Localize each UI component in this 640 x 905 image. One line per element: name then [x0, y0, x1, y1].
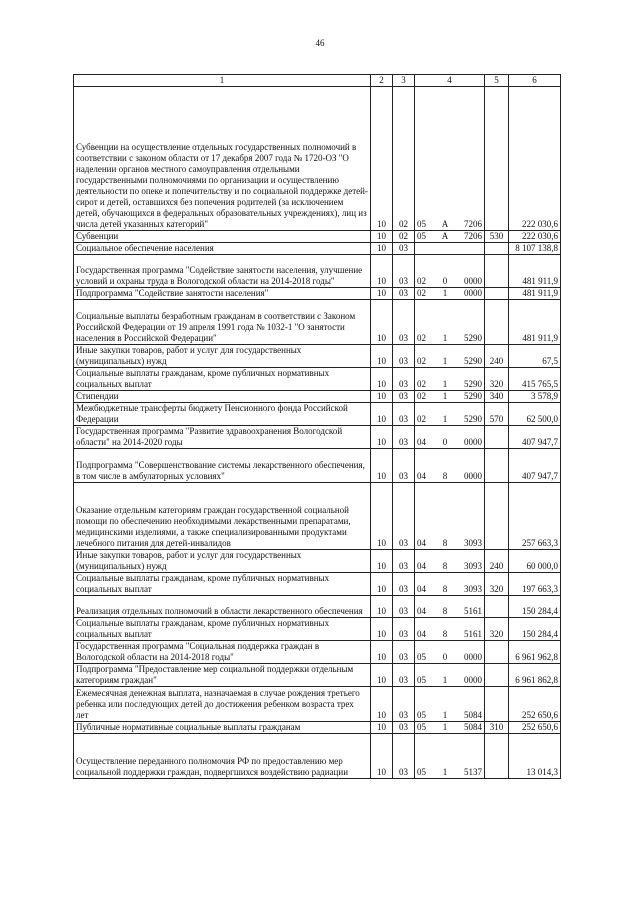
csr-direction: 5161 — [464, 629, 482, 639]
subsection-code: 03 — [393, 426, 415, 449]
subsection-code: 03 — [393, 618, 415, 641]
header-row — [74, 75, 561, 87]
amount: 150 284,4 — [509, 596, 561, 618]
row-name: Государственная программа "Содействие занятости населения, улучшение условий и охраны труда в Вологодской области на 2014-2018 годы" — [74, 255, 371, 288]
csr-program: 02 — [417, 414, 426, 424]
table-row — [74, 345, 561, 368]
expense-type-code — [485, 255, 509, 288]
table-row — [74, 573, 561, 596]
expense-type-code — [485, 449, 509, 483]
target-article-parts — [417, 333, 482, 344]
subsection-code: 03 — [393, 483, 415, 550]
amount: 481 911,9 — [509, 255, 561, 288]
csr-program: 04 — [417, 561, 426, 571]
csr-direction: 0000 — [464, 288, 482, 298]
header-cell: 1 — [74, 75, 371, 87]
table-row — [74, 403, 561, 426]
table-row — [74, 288, 561, 300]
expense-type-code — [485, 426, 509, 449]
amount: 6 961 962,8 — [509, 641, 561, 664]
csr-direction: 5290 — [464, 333, 482, 343]
target-article-parts — [417, 722, 482, 733]
target-article-parts — [417, 584, 482, 595]
amount: 407 947,7 — [509, 449, 561, 483]
target-article-parts — [417, 710, 482, 721]
expense-type-code: 240 — [485, 345, 509, 368]
target-article-code — [415, 618, 485, 641]
csr-subprogram: 1 — [442, 710, 448, 720]
csr-program: 02 — [417, 288, 426, 298]
amount: 6 961 862,8 — [509, 664, 561, 687]
header-cell: 3 — [393, 75, 415, 87]
table-row — [74, 734, 561, 779]
header-cell: 4 — [415, 75, 485, 87]
amount: 8 107 138,8 — [509, 243, 561, 255]
target-article-code — [415, 641, 485, 664]
csr-direction: 0000 — [464, 652, 482, 662]
table-row — [74, 449, 561, 483]
target-article-code — [415, 550, 485, 573]
expense-type-code — [485, 300, 509, 345]
amount: 252 650,6 — [509, 722, 561, 734]
row-name: Реализация отдельных полномочий в области лекарственного обеспечения — [74, 596, 371, 618]
section-code: 10 — [371, 426, 393, 449]
target-article-parts — [417, 356, 482, 367]
csr-subprogram: 1 — [442, 414, 448, 424]
csr-direction: 5290 — [464, 379, 482, 389]
csr-direction: 7206 — [464, 219, 482, 229]
table-row — [74, 618, 561, 641]
row-name: Субвенции — [74, 231, 371, 243]
amount: 252 650,6 — [509, 687, 561, 722]
csr-direction: 7206 — [464, 231, 482, 241]
target-article-code — [415, 483, 485, 550]
section-code: 10 — [371, 255, 393, 288]
amount: 3 578,9 — [509, 391, 561, 403]
csr-subprogram: 0 — [442, 652, 448, 662]
csr-subprogram: 0 — [442, 276, 448, 286]
csr-program: 05 — [417, 710, 426, 720]
section-code: 10 — [371, 403, 393, 426]
target-article-parts — [417, 437, 482, 448]
expense-type-code: 320 — [485, 618, 509, 641]
expense-type-code — [485, 687, 509, 722]
subsection-code: 02 — [393, 87, 415, 231]
subsection-code: 03 — [393, 687, 415, 722]
target-article-code — [415, 345, 485, 368]
row-name: Подпрограмма "Содействие занятости населения" — [74, 288, 371, 300]
section-code: 10 — [371, 596, 393, 618]
amount: 481 911,9 — [509, 300, 561, 345]
target-article-code — [415, 573, 485, 596]
csr-program: 02 — [417, 379, 426, 389]
csr-program: 04 — [417, 437, 426, 447]
table-row — [74, 483, 561, 550]
amount: 257 663,3 — [509, 483, 561, 550]
table-row — [74, 722, 561, 734]
target-article-code — [415, 231, 485, 243]
csr-program: 02 — [417, 333, 426, 343]
csr-subprogram: 1 — [442, 356, 448, 366]
target-article-code — [415, 449, 485, 483]
row-name: Ежемесячная денежная выплата, назначаемая в случае рождения третьего ребенка или последующих детей до достижения ребенком возраста трех лет — [74, 687, 371, 722]
table-row — [74, 255, 561, 288]
section-code: 10 — [371, 618, 393, 641]
csr-subprogram: 1 — [442, 379, 448, 389]
row-name: Государственная программа "Развитие здравоохранения Вологодской области" на 2014-2020 годы — [74, 426, 371, 449]
csr-subprogram: 8 — [442, 584, 448, 594]
csr-direction: 5084 — [464, 710, 482, 720]
csr-program: 04 — [417, 629, 426, 639]
subsection-code: 03 — [393, 300, 415, 345]
amount: 415 765,5 — [509, 368, 561, 391]
subsection-code: 03 — [393, 641, 415, 664]
csr-direction: 0000 — [464, 437, 482, 447]
section-code: 10 — [371, 368, 393, 391]
csr-program: 05 — [417, 722, 426, 732]
expense-type-code — [485, 734, 509, 779]
subsection-code: 03 — [393, 550, 415, 573]
section-code: 10 — [371, 573, 393, 596]
table-row — [74, 641, 561, 664]
subsection-code: 03 — [393, 288, 415, 300]
csr-program: 02 — [417, 276, 426, 286]
section-code: 10 — [371, 345, 393, 368]
csr-direction: 0000 — [464, 276, 482, 286]
target-article-parts — [417, 471, 482, 482]
amount: 13 014,3 — [509, 734, 561, 779]
csr-subprogram: 8 — [442, 561, 448, 571]
csr-direction: 5290 — [464, 356, 482, 366]
target-article-code — [415, 243, 485, 255]
target-article-parts — [417, 767, 482, 778]
subsection-code: 03 — [393, 449, 415, 483]
csr-subprogram: А — [441, 231, 449, 241]
amount: 197 663,3 — [509, 573, 561, 596]
csr-subprogram: 1 — [442, 333, 448, 343]
csr-direction: 5137 — [464, 767, 482, 777]
row-name: Иные закупки товаров, работ и услуг для государственных (муниципальных) нужд — [74, 550, 371, 573]
table-row — [74, 664, 561, 687]
amount: 67,5 — [509, 345, 561, 368]
csr-program: 05 — [417, 219, 426, 229]
csr-subprogram: 1 — [442, 722, 448, 732]
subsection-code: 03 — [393, 596, 415, 618]
csr-program: 02 — [417, 356, 426, 366]
amount: 407 947,7 — [509, 426, 561, 449]
table-row — [74, 391, 561, 403]
csr-subprogram: 1 — [442, 288, 448, 298]
row-name: Государственная программа "Социальная поддержка граждан в Вологодской области на 2014-2018 годы" — [74, 641, 371, 664]
table-row — [74, 687, 561, 722]
csr-program: 05 — [417, 652, 426, 662]
csr-subprogram: 1 — [442, 675, 448, 685]
table-row — [74, 426, 561, 449]
page-number: 46 — [315, 38, 325, 48]
expense-type-code — [485, 243, 509, 255]
csr-program: 02 — [417, 391, 426, 401]
expense-type-code: 310 — [485, 722, 509, 734]
section-code: 10 — [371, 243, 393, 255]
section-code: 10 — [371, 300, 393, 345]
expense-type-code: 240 — [485, 550, 509, 573]
target-article-parts — [417, 652, 482, 663]
target-article-code — [415, 87, 485, 231]
csr-subprogram: 1 — [442, 767, 448, 777]
row-name: Оказание отдельным категориям граждан государственной социальной помощи по обеспечению необходимыми лекарственными препаратами, медицинскими изделиями, а также специализированными продуктами лечебного питания для детей-инвалидов — [74, 483, 371, 550]
subsection-code: 03 — [393, 391, 415, 403]
section-code: 10 — [371, 288, 393, 300]
expense-type-code — [485, 641, 509, 664]
row-name: Социальное обеспечение населения — [74, 243, 371, 255]
csr-subprogram: А — [441, 219, 449, 229]
section-code: 10 — [371, 734, 393, 779]
csr-direction: 5290 — [464, 391, 482, 401]
table-row — [74, 300, 561, 345]
csr-program: 05 — [417, 767, 426, 777]
csr-subprogram: 8 — [442, 471, 448, 481]
table-row — [74, 87, 561, 231]
amount: 62 500,0 — [509, 403, 561, 426]
section-code: 10 — [371, 550, 393, 573]
row-name: Субвенции на осуществление отдельных государственных полномочий в соответствии с законом области от 17 декабря 2007 года № 1720-ОЗ "О наделении органов местного самоуправления отдельными государственными полномочиями по организации и осуществлению деятельности по опеке и попечительству и по социальной поддержке детей-сирот и детей, оставшихся без попечения родителей (за исключением детей, обучающихся в федеральных образовательных учреждениях), лиц из числа детей указанных категорий" — [74, 87, 371, 231]
subsection-code: 02 — [393, 231, 415, 243]
csr-subprogram: 8 — [442, 629, 448, 639]
row-name: Социальные выплаты гражданам, кроме публичных нормативных социальных выплат — [74, 618, 371, 641]
amount: 150 284,4 — [509, 618, 561, 641]
target-article-code — [415, 403, 485, 426]
target-article-parts — [417, 276, 482, 287]
target-article-parts — [417, 391, 482, 402]
expense-type-code: 570 — [485, 403, 509, 426]
expense-type-code — [485, 483, 509, 550]
subsection-code: 03 — [393, 722, 415, 734]
csr-program: 05 — [417, 231, 426, 241]
row-name: Подпрограмма "Совершенствование системы лекарственного обеспечения, в том числе в амбулаторных условиях" — [74, 449, 371, 483]
table-row — [74, 231, 561, 243]
expense-type-code: 530 — [485, 231, 509, 243]
row-name: Подпрограмма "Предоставление мер социальной поддержки отдельным категориям граждан" — [74, 664, 371, 687]
target-article-parts — [417, 538, 482, 549]
target-article-parts — [417, 231, 482, 242]
csr-program: 05 — [417, 675, 426, 685]
row-name: Социальные выплаты гражданам, кроме публичных нормативных социальных выплат — [74, 368, 371, 391]
row-name: Публичные нормативные социальные выплаты гражданам — [74, 722, 371, 734]
csr-direction: 3093 — [464, 584, 482, 594]
expense-type-code — [485, 664, 509, 687]
row-name: Осуществление переданного полномочия РФ по предоставлению мер социальной поддержки граждан, подвергшихся воздействию радиации — [74, 734, 371, 779]
section-code: 10 — [371, 483, 393, 550]
subsection-code: 03 — [393, 368, 415, 391]
target-article-code — [415, 368, 485, 391]
csr-direction: 0000 — [464, 675, 482, 685]
target-article-parts — [417, 675, 482, 686]
target-article-code — [415, 596, 485, 618]
expense-type-code — [485, 288, 509, 300]
table-row — [74, 550, 561, 573]
expense-type-code: 320 — [485, 368, 509, 391]
target-article-code — [415, 426, 485, 449]
target-article-code — [415, 300, 485, 345]
amount: 481 911,9 — [509, 288, 561, 300]
target-article-code — [415, 391, 485, 403]
subsection-code: 03 — [393, 734, 415, 779]
section-code: 10 — [371, 664, 393, 687]
csr-direction: 5290 — [464, 414, 482, 424]
subsection-code: 03 — [393, 255, 415, 288]
expense-type-code: 320 — [485, 573, 509, 596]
section-code: 10 — [371, 231, 393, 243]
amount: 60 000,0 — [509, 550, 561, 573]
table-row — [74, 596, 561, 618]
section-code: 10 — [371, 641, 393, 664]
amount: 222 030,6 — [509, 87, 561, 231]
section-code: 10 — [371, 391, 393, 403]
target-article-parts — [417, 288, 482, 299]
target-article-parts — [417, 629, 482, 640]
amount: 222 030,6 — [509, 231, 561, 243]
expense-type-code — [485, 596, 509, 618]
csr-direction: 3093 — [464, 561, 482, 571]
row-name: Иные закупки товаров, работ и услуг для государственных (муниципальных) нужд — [74, 345, 371, 368]
target-article-parts — [417, 219, 482, 230]
subsection-code: 03 — [393, 573, 415, 596]
subsection-code: 03 — [393, 243, 415, 255]
budget-table — [73, 74, 561, 779]
csr-program: 04 — [417, 538, 426, 548]
section-code: 10 — [371, 687, 393, 722]
target-article-code — [415, 288, 485, 300]
target-article-parts — [417, 414, 482, 425]
table-row — [74, 243, 561, 255]
expense-type-code — [485, 87, 509, 231]
csr-subprogram: 8 — [442, 606, 448, 616]
csr-direction: 3093 — [464, 538, 482, 548]
row-name: Социальные выплаты безработным гражданам в соответствии с Законом Российской Федерации от 19 апреля 1991 года № 1032-1 "О занятости населения в Российской Федерации" — [74, 300, 371, 345]
target-article-parts — [417, 561, 482, 572]
target-article-parts — [417, 606, 482, 617]
target-article-code — [415, 734, 485, 779]
header-cell: 2 — [371, 75, 393, 87]
subsection-code: 03 — [393, 403, 415, 426]
section-code: 10 — [371, 722, 393, 734]
row-name: Стипендии — [74, 391, 371, 403]
subsection-code: 03 — [393, 345, 415, 368]
table-row — [74, 368, 561, 391]
target-article-code — [415, 687, 485, 722]
row-name: Межбюджетные трансферты бюджету Пенсионного фонда Российской Федерации — [74, 403, 371, 426]
target-article-parts — [417, 379, 482, 390]
target-article-code — [415, 664, 485, 687]
row-name: Социальные выплаты гражданам, кроме публичных нормативных социальных выплат — [74, 573, 371, 596]
csr-program: 04 — [417, 606, 426, 616]
expense-type-code: 340 — [485, 391, 509, 403]
csr-subprogram: 8 — [442, 538, 448, 548]
target-article-code — [415, 255, 485, 288]
csr-direction: 5084 — [464, 722, 482, 732]
target-article-code — [415, 722, 485, 734]
section-code: 10 — [371, 87, 393, 231]
section-code: 10 — [371, 449, 393, 483]
csr-program: 04 — [417, 471, 426, 481]
header-cell: 5 — [485, 75, 509, 87]
csr-program: 04 — [417, 584, 426, 594]
csr-direction: 0000 — [464, 471, 482, 481]
csr-subprogram: 0 — [442, 437, 448, 447]
subsection-code: 03 — [393, 664, 415, 687]
header-cell: 6 — [509, 75, 561, 87]
csr-subprogram: 1 — [442, 391, 448, 401]
csr-direction: 5161 — [464, 606, 482, 616]
